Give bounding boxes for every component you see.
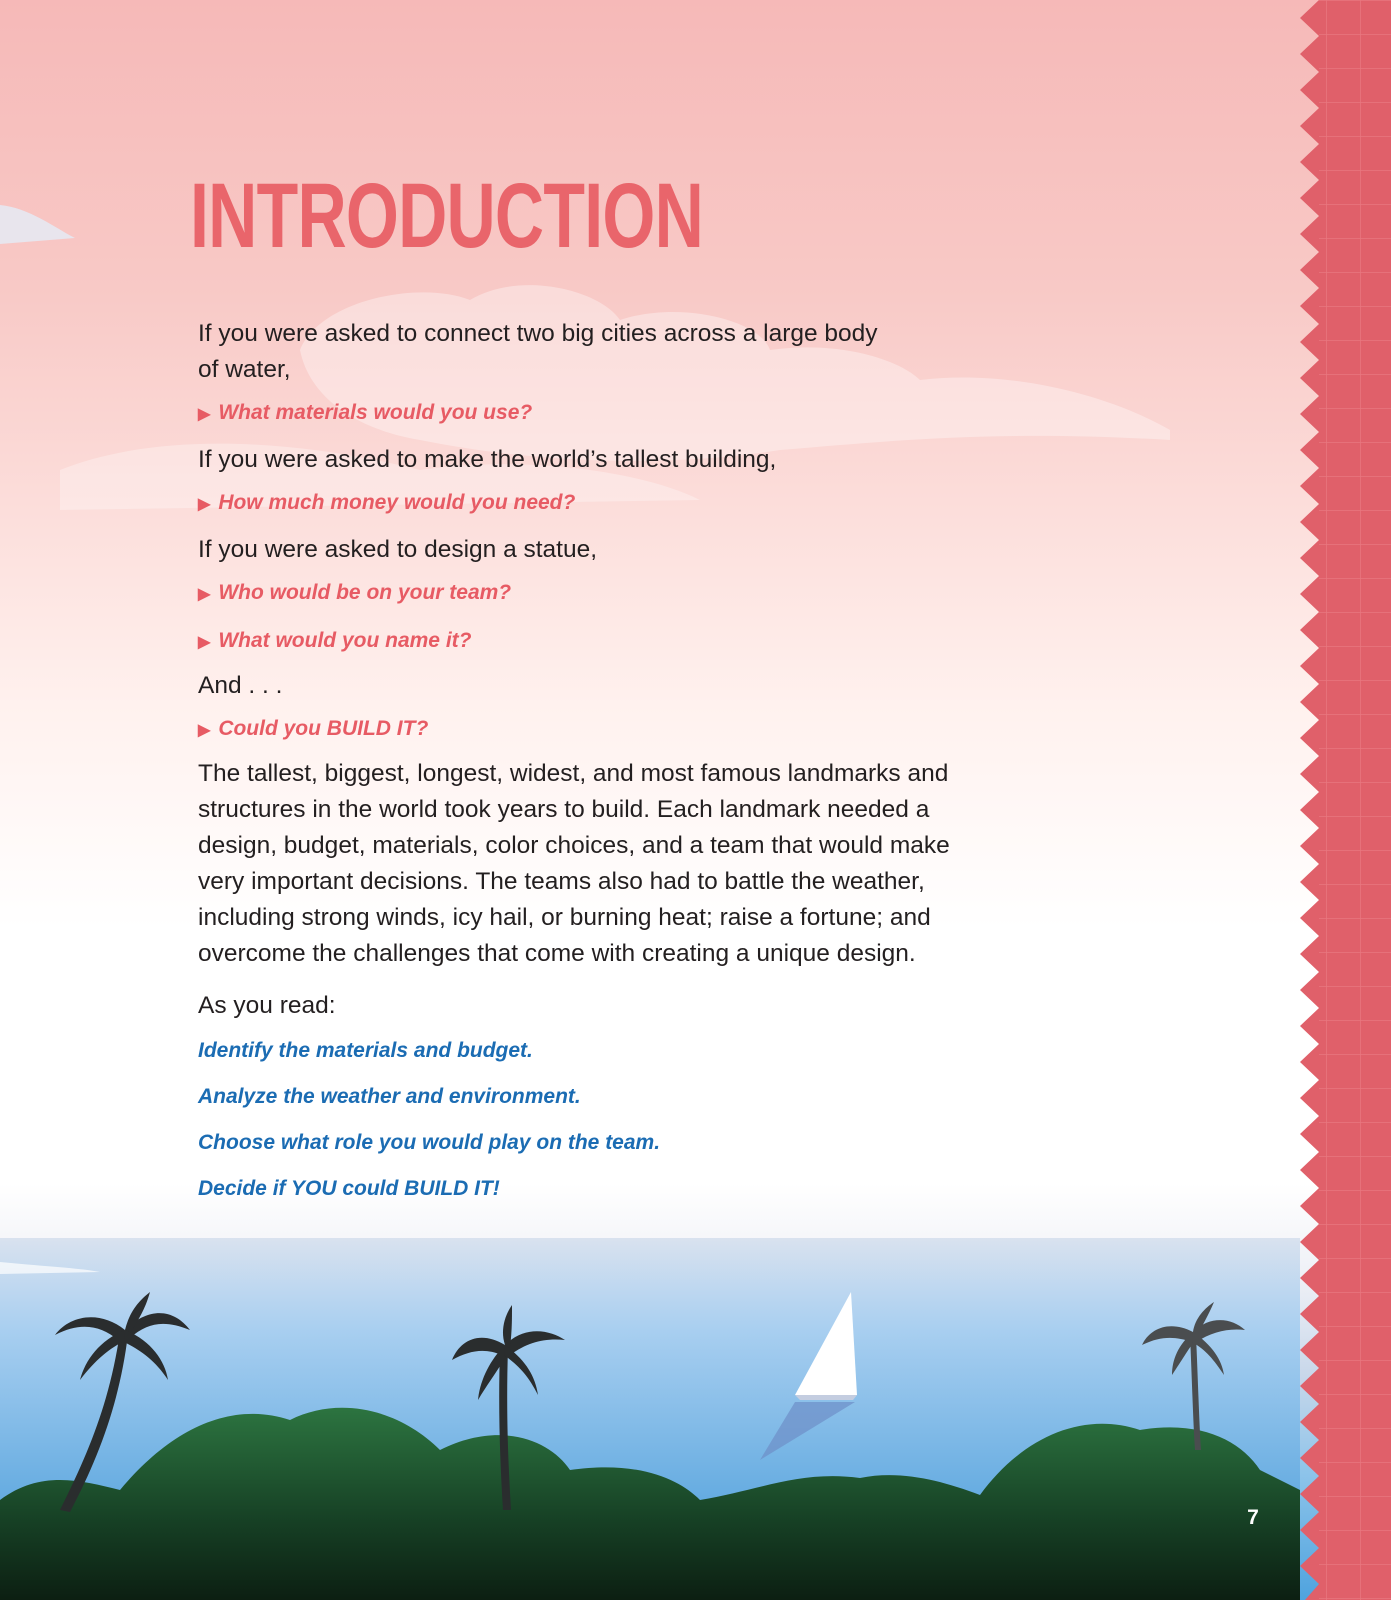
question-item [198,714,1098,746]
question-text: Could you BUILD IT? [218,717,429,740]
body-line: The tallest, biggest, longest, widest, and most famous landmarks and [198,760,949,787]
play-triangle-icon: ▶ [198,406,211,423]
question-text: What would you name it? [218,629,472,652]
question-text: What materials would you use? [218,401,533,424]
prompt-statement: If you were asked to make the world’s tallest building, [198,446,777,473]
question-text: How much money would you need? [218,491,576,514]
question-item [198,578,1098,610]
intro-line: If you were asked to connect two big cities across a large body [198,320,878,347]
question-item [198,488,1098,520]
goal-item: Analyze the weather and environment. [198,1085,581,1108]
body-line: structures in the world took years to build. Each landmark needed a [198,796,930,823]
question-item [198,398,1098,430]
goal-item: Decide if YOU could BUILD IT! [198,1177,500,1200]
body-line: overcome the challenges that come with creating a unique design. [198,940,916,967]
page-number: 7 [1247,1506,1259,1529]
play-triangle-icon: ▶ [198,586,211,603]
body-paragraph [198,756,1098,972]
goal-item: Choose what role you would play on the team. [198,1131,661,1154]
question-item [198,626,1098,658]
prompt-statement: If you were asked to design a statue, [198,536,598,563]
play-triangle-icon: ▶ [198,722,211,739]
play-triangle-icon: ▶ [198,634,211,651]
page-content [198,316,1098,1204]
question-text: Who would be on your team? [218,581,512,604]
goal-item: Identify the materials and budget. [198,1039,533,1062]
side-border [1300,0,1391,1600]
as-you-read-label: As you read: [198,992,336,1019]
and-text: And . . . [198,672,283,699]
page-title: INTRODUCTION [190,165,704,267]
intro-line: of water, [198,356,291,383]
play-triangle-icon: ▶ [198,496,211,513]
body-line: very important decisions. The teams also had to battle the weather, [198,868,925,895]
body-line: including strong winds, icy hail, or burning heat; raise a fortune; and [198,904,931,931]
body-line: design, budget, materials, color choices, and a team that would make [198,832,950,859]
